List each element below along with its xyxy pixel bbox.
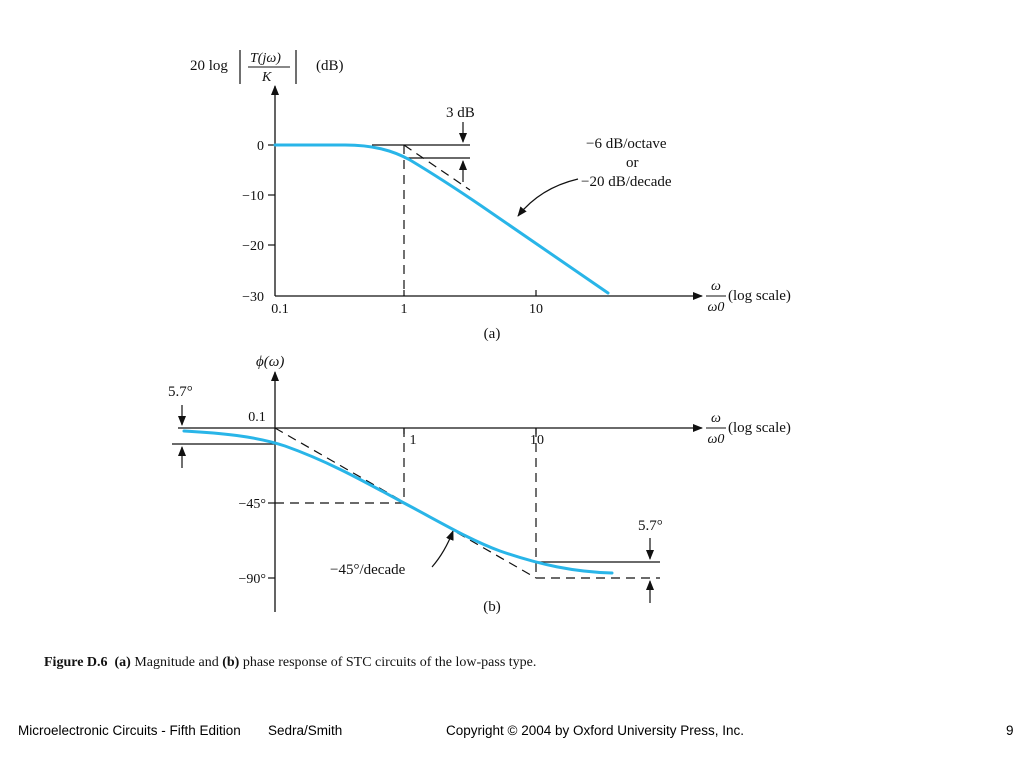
caption-part-b: (b) xyxy=(222,655,240,670)
mag-ylabel-numerator: T(jω) xyxy=(250,51,281,66)
footer-page-number: 9 xyxy=(1006,723,1014,738)
phase-panel-label: (b) xyxy=(483,599,501,615)
phase-x-tick-label: 10 xyxy=(530,433,544,448)
mag-y-tick-label: −30 xyxy=(242,290,264,305)
phase-xlabel-denominator: ω0 xyxy=(707,432,725,447)
footer-copyright: Copyright © 2004 by Oxford University Press, Inc. xyxy=(446,723,745,738)
phase-x-start-label: 0.1 xyxy=(248,410,266,425)
phase-slope-label: −45°/decade xyxy=(330,562,406,578)
phase-x-tick-label: 1 xyxy=(409,433,417,448)
phase-xlabel-numerator: ω xyxy=(711,411,721,426)
mag-x-tick-label: 1 xyxy=(400,302,408,317)
phase-y-tick-label: −90° xyxy=(238,572,266,587)
phase-xlabel-scale: (log scale) xyxy=(728,420,791,436)
figure-caption xyxy=(44,655,536,671)
mag-x-tick-label: 10 xyxy=(529,302,543,317)
phase-right-offset-label: 5.7° xyxy=(638,518,663,534)
mag-asymptote-dashed xyxy=(404,145,470,190)
mag-y-tick-label: −20 xyxy=(242,239,264,254)
mag-ylabel-unit: (dB) xyxy=(316,58,344,74)
caption-part-a: (a) xyxy=(114,655,131,670)
caption-text-a: Magnitude and xyxy=(134,655,219,670)
mag-slope-pointer-arrow xyxy=(518,179,578,216)
phase-left-offset-label: 5.7° xyxy=(168,384,193,400)
mag-x-tick-label: 0.1 xyxy=(271,302,289,317)
mag-y-tick-label: 0 xyxy=(257,139,264,154)
mag-ylabel-prefix: 20 log xyxy=(190,58,228,74)
mag-slope-label-line1: −6 dB/octave xyxy=(586,136,667,152)
phase-slope-pointer-arrow xyxy=(432,531,453,567)
mag-response-curve xyxy=(275,145,608,293)
mag-slope-label-line3: −20 dB/decade xyxy=(581,174,672,190)
mag-slope-label-line2: or xyxy=(626,155,639,171)
mag-3db-label: 3 dB xyxy=(446,105,475,121)
footer-authors: Sedra/Smith xyxy=(268,723,343,738)
phase-plot xyxy=(168,354,791,615)
mag-xlabel-numerator: ω xyxy=(711,279,721,294)
caption-text-b: phase response of STC circuits of the low-pass type. xyxy=(242,655,537,670)
caption-figure-id: Figure D.6 xyxy=(44,655,108,670)
phase-y-tick-label: −45° xyxy=(238,497,266,512)
mag-xlabel-scale: (log scale) xyxy=(728,288,791,304)
magnitude-plot xyxy=(190,50,791,342)
mag-ylabel-denominator: K xyxy=(262,70,272,85)
mag-xlabel-denominator: ω0 xyxy=(707,300,725,315)
footer-book-title: Microelectronic Circuits - Fifth Edition xyxy=(18,723,241,738)
mag-panel-label: (a) xyxy=(483,326,501,342)
phase-ylabel: ϕ(ω) xyxy=(256,354,285,370)
mag-y-tick-label: −10 xyxy=(242,189,264,204)
